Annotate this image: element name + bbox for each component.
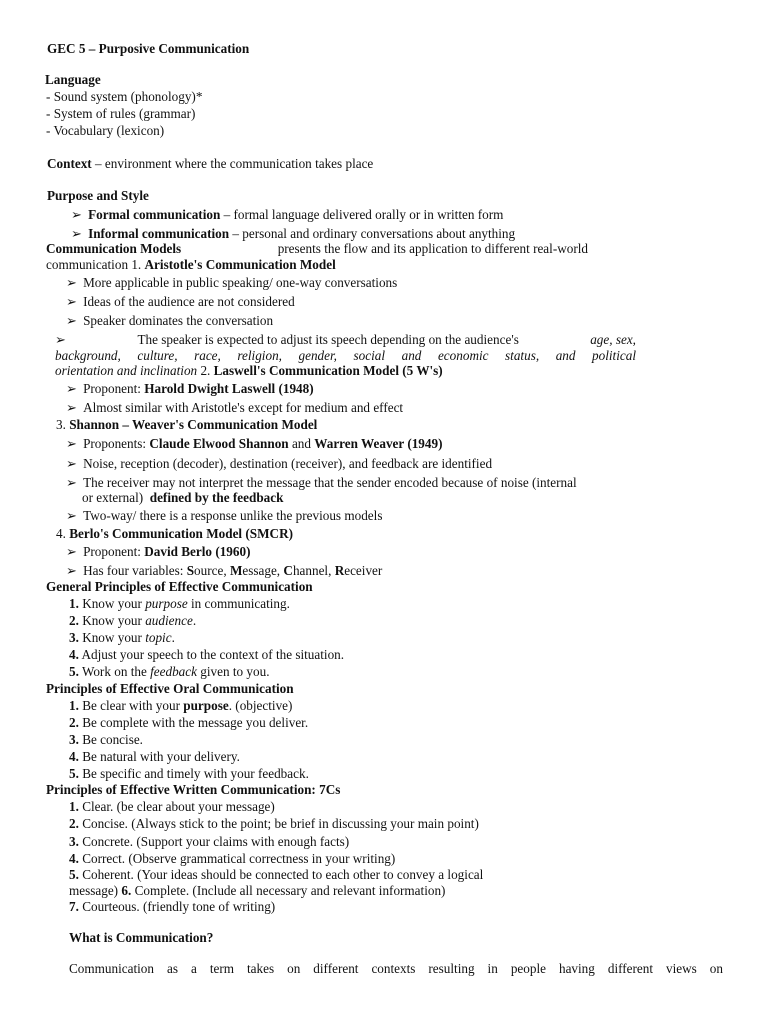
berlo-heading: 4. Berlo's Communication Model (SMCR) <box>56 526 293 541</box>
models-intro-line: communication 1. Aristotle's Communication Model <box>46 257 336 272</box>
general-item: 4. Adjust your speech to the context of the situation. <box>69 647 345 662</box>
written-item-continued: message) 6. Complete. (Include all necessary and relevant information) <box>69 883 446 898</box>
arrow-bullet-icon: ➢ <box>66 544 78 559</box>
oral-item: 2. Be complete with the message you deliver. <box>69 715 309 730</box>
berlo-item: ➢ Has four variables: Source, Message, Channel, Receiver <box>66 563 383 578</box>
arrow-bullet-icon: ➢ <box>66 475 78 490</box>
aristotle-item: ➢ Ideas of the audience are not considered <box>66 294 295 309</box>
oral-item: 5. Be specific and timely with your feedback. <box>69 766 309 781</box>
written-item: 1. Clear. (be clear about your message) <box>69 799 275 814</box>
written-item: 5. Coherent. (Your ideas should be connected to each other to convey a logical <box>69 867 484 882</box>
general-item: 3. Know your topic. <box>69 630 175 645</box>
context-definition: Context – environment where the communication takes place <box>47 156 374 171</box>
aristotle-long-line: ➢ The speaker is expected to adjust its speech depending on the audience's age, sex, <box>55 332 636 347</box>
aristotle-long-line: orientation and inclination 2. Laswell's Communication Model (5 W's) <box>55 363 443 378</box>
language-item: - Sound system (phonology)* <box>46 89 203 104</box>
arrow-bullet-icon: ➢ <box>66 563 78 578</box>
oral-heading: Principles of Effective Oral Communication <box>46 681 294 696</box>
arrow-bullet-icon: ➢ <box>66 275 78 290</box>
shannon-item-continued: or external) defined by the feedback <box>82 490 284 505</box>
shannon-item: ➢ The receiver may not interpret the message that the sender encoded because of noise (internal <box>66 475 577 490</box>
arrow-bullet-icon: ➢ <box>66 294 78 309</box>
models-intro-line: Communication Models presents the flow and its application to different real-world <box>46 241 588 256</box>
informal-item: ➢ Informal communication – personal and ordinary conversations about anything <box>71 226 516 241</box>
laswell-item: ➢ Proponent: Harold Dwight Laswell (1948) <box>66 381 314 396</box>
shannon-item: ➢ Proponents: Claude Elwood Shannon and Warren Weaver (1949) <box>66 436 443 451</box>
shannon-heading: 3. Shannon – Weaver's Communication Model <box>56 417 318 432</box>
berlo-item: ➢ Proponent: David Berlo (1960) <box>66 544 251 559</box>
arrow-bullet-icon: ➢ <box>66 400 78 415</box>
oral-item: 3. Be concise. <box>69 732 143 747</box>
written-item: 2. Concise. (Always stick to the point; be brief in discussing your main point) <box>69 816 479 831</box>
arrow-bullet-icon: ➢ <box>71 207 83 222</box>
what-heading: What is Communication? <box>69 930 214 945</box>
arrow-bullet-icon: ➢ <box>66 381 78 396</box>
oral-item: 1. Be clear with your purpose. (objective) <box>69 698 293 713</box>
language-item: - System of rules (grammar) <box>46 106 196 121</box>
arrow-bullet-icon: ➢ <box>55 332 67 347</box>
shannon-item: ➢ Two-way/ there is a response unlike the previous models <box>66 508 383 523</box>
general-item: 1. Know your purpose in communicating. <box>69 596 290 611</box>
purpose-style-heading: Purpose and Style <box>47 188 149 203</box>
page-title: GEC 5 – Purposive Communication <box>47 41 250 56</box>
aristotle-long-line: background, culture, race, religion, gender, social and economic status, and political <box>55 348 636 363</box>
written-heading: Principles of Effective Written Communication: 7Cs <box>46 782 341 797</box>
general-heading: General Principles of Effective Communication <box>46 579 313 594</box>
general-item: 2. Know your audience. <box>69 613 197 628</box>
what-paragraph: Communication as a term takes on different contexts resulting in people having different views on <box>69 961 723 976</box>
arrow-bullet-icon: ➢ <box>71 226 83 241</box>
formal-item: ➢ Formal communication – formal language delivered orally or in written form <box>71 207 504 222</box>
arrow-bullet-icon: ➢ <box>66 313 78 328</box>
arrow-bullet-icon: ➢ <box>66 456 78 471</box>
aristotle-item: ➢ More applicable in public speaking/ one-way conversations <box>66 275 398 290</box>
language-item: - Vocabulary (lexicon) <box>46 123 165 138</box>
written-item: 3. Concrete. (Support your claims with enough facts) <box>69 834 350 849</box>
aristotle-item: ➢ Speaker dominates the conversation <box>66 313 274 328</box>
written-item: 4. Correct. (Observe grammatical correctness in your writing) <box>69 851 396 866</box>
laswell-item: ➢ Almost similar with Aristotle's except for medium and effect <box>66 400 404 415</box>
general-item: 5. Work on the feedback given to you. <box>69 664 270 679</box>
shannon-item: ➢ Noise, reception (decoder), destination (receiver), and feedback are identified <box>66 456 493 471</box>
oral-item: 4. Be natural with your delivery. <box>69 749 240 764</box>
written-item: 7. Courteous. (friendly tone of writing) <box>69 899 276 914</box>
arrow-bullet-icon: ➢ <box>66 436 78 451</box>
arrow-bullet-icon: ➢ <box>66 508 78 523</box>
language-heading: Language <box>45 72 101 87</box>
